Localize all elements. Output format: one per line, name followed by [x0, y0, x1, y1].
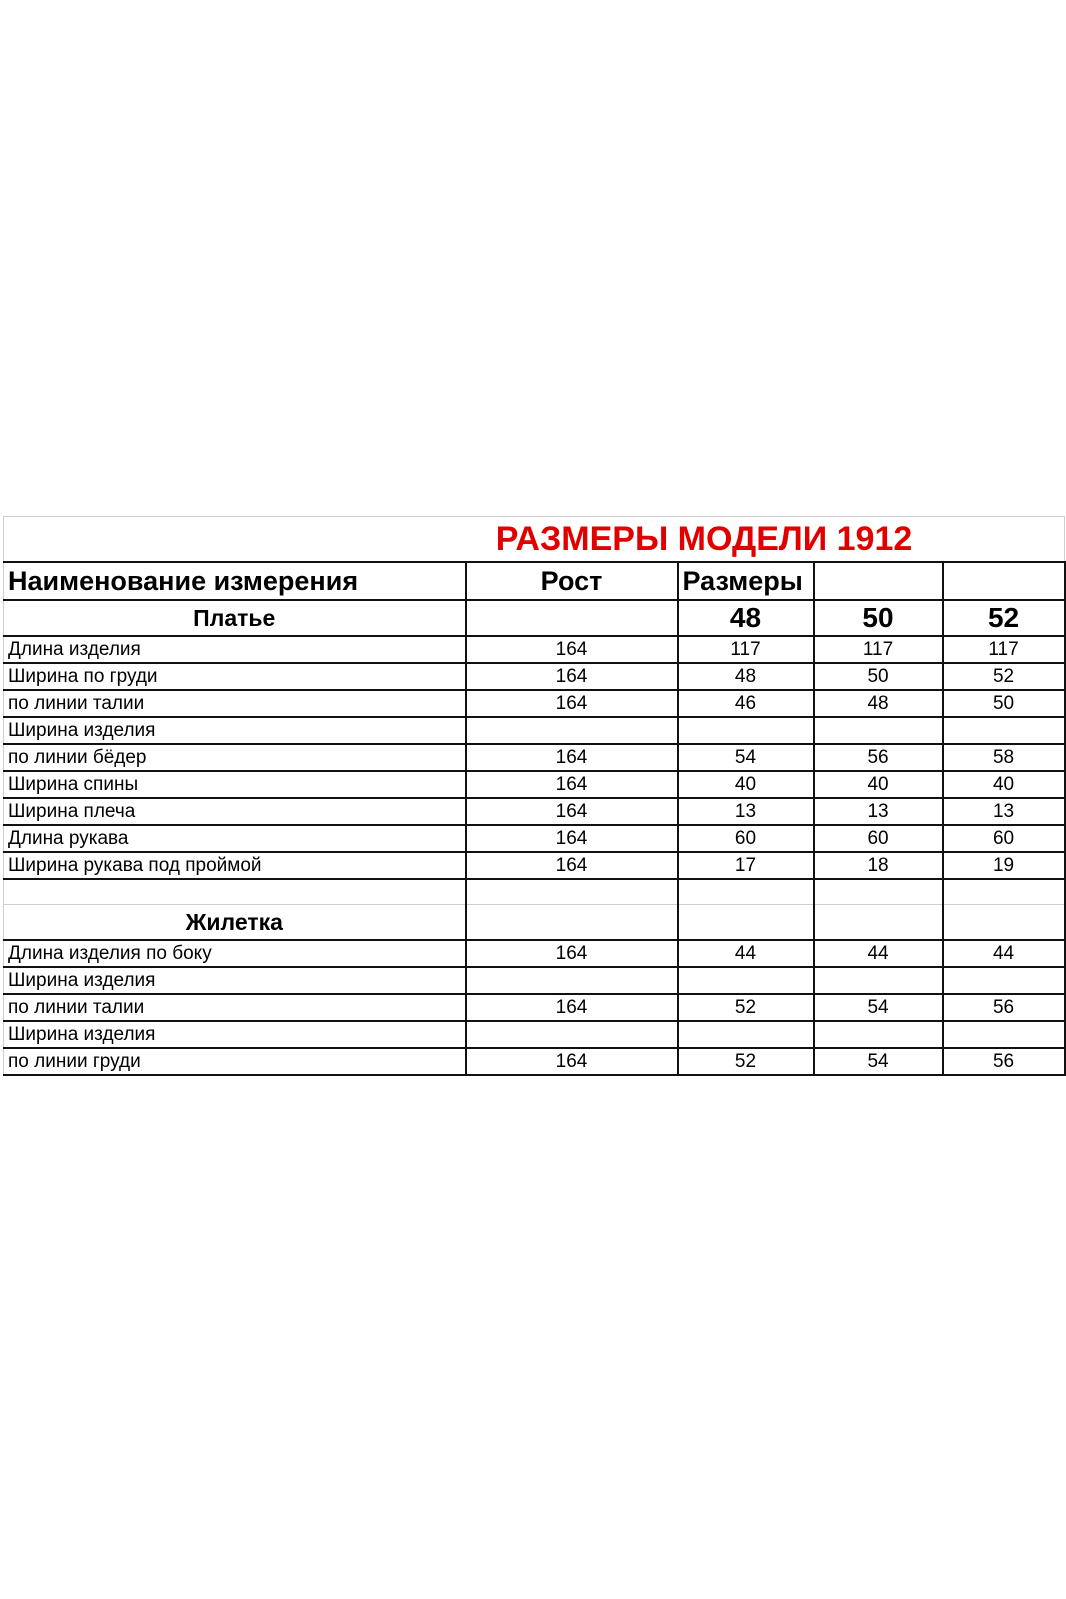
section-empty-cell — [466, 600, 678, 636]
spacer-cell — [678, 879, 814, 905]
section-empty-cell — [814, 905, 943, 941]
size-column-header: 50 — [814, 600, 943, 636]
size-value — [678, 967, 814, 994]
height-value: 164 — [466, 852, 678, 879]
size-value: 40 — [814, 771, 943, 798]
height-value: 164 — [466, 744, 678, 771]
table-row — [4, 1021, 1065, 1048]
spacer-cell — [4, 879, 466, 905]
spacer-cell — [466, 879, 678, 905]
size-value: 52 — [678, 994, 814, 1021]
height-value: 164 — [466, 1048, 678, 1075]
size-value — [943, 967, 1065, 994]
size-value: 56 — [943, 1048, 1065, 1075]
height-value — [466, 967, 678, 994]
size-value — [678, 1021, 814, 1048]
table-row — [4, 690, 1065, 717]
title-row — [4, 517, 1065, 563]
size-value: 44 — [814, 940, 943, 967]
measurement-label: Длина изделия — [4, 636, 466, 663]
size-value: 56 — [814, 744, 943, 771]
title-spacer-right — [943, 517, 1065, 563]
size-column-header: 48 — [678, 600, 814, 636]
size-value — [678, 717, 814, 744]
section-name: Платье — [4, 600, 466, 636]
section-empty-cell — [466, 905, 678, 941]
measurement-label: по линии талии — [4, 690, 466, 717]
measurement-label: Ширина плеча — [4, 798, 466, 825]
table-row — [4, 994, 1065, 1021]
size-value: 13 — [678, 798, 814, 825]
measurement-label: Ширина рукава под проймой — [4, 852, 466, 879]
size-value: 44 — [678, 940, 814, 967]
header-name: Наименование измерения — [4, 562, 466, 600]
size-value: 54 — [814, 994, 943, 1021]
size-value: 46 — [678, 690, 814, 717]
header-empty-cell — [814, 562, 943, 600]
table-row — [4, 771, 1065, 798]
table-row — [4, 825, 1065, 852]
table-row — [4, 663, 1065, 690]
size-value: 60 — [943, 825, 1065, 852]
table-row — [4, 636, 1065, 663]
height-value: 164 — [466, 690, 678, 717]
size-value: 48 — [678, 663, 814, 690]
title-spacer — [4, 517, 466, 563]
size-value: 117 — [678, 636, 814, 663]
height-value: 164 — [466, 663, 678, 690]
height-value: 164 — [466, 940, 678, 967]
section-header-row — [4, 905, 1065, 941]
header-row — [4, 562, 1065, 600]
height-value: 164 — [466, 636, 678, 663]
section-name: Жилетка — [4, 905, 466, 941]
size-value: 13 — [814, 798, 943, 825]
size-value: 40 — [943, 771, 1065, 798]
size-value: 54 — [678, 744, 814, 771]
table-row — [4, 744, 1065, 771]
size-value: 54 — [814, 1048, 943, 1075]
size-value: 13 — [943, 798, 1065, 825]
table-row — [4, 717, 1065, 744]
size-value: 117 — [814, 636, 943, 663]
table-row — [4, 967, 1065, 994]
size-column-header: 52 — [943, 600, 1065, 636]
size-value: 58 — [943, 744, 1065, 771]
section-header-row — [4, 600, 1065, 636]
height-value: 164 — [466, 798, 678, 825]
size-value: 117 — [943, 636, 1065, 663]
size-value: 50 — [943, 690, 1065, 717]
size-value — [943, 717, 1065, 744]
header-empty-cell — [943, 562, 1065, 600]
size-value — [814, 717, 943, 744]
measurement-label: по линии бёдер — [4, 744, 466, 771]
size-value: 40 — [678, 771, 814, 798]
table-row — [4, 940, 1065, 967]
size-value — [943, 1021, 1065, 1048]
table-title: РАЗМЕРЫ МОДЕЛИ 1912 — [466, 517, 943, 563]
measurement-label: Длина рукава — [4, 825, 466, 852]
size-value: 18 — [814, 852, 943, 879]
size-value — [814, 967, 943, 994]
table-row — [4, 852, 1065, 879]
measurement-label: Ширина изделия — [4, 717, 466, 744]
height-value — [466, 1021, 678, 1048]
height-value: 164 — [466, 771, 678, 798]
size-value: 60 — [814, 825, 943, 852]
measurement-label: Ширина спины — [4, 771, 466, 798]
height-value — [466, 717, 678, 744]
measurement-label: Ширина по груди — [4, 663, 466, 690]
height-value: 164 — [466, 994, 678, 1021]
size-value: 50 — [814, 663, 943, 690]
table-row — [4, 798, 1065, 825]
size-value: 60 — [678, 825, 814, 852]
spacer-cell — [814, 879, 943, 905]
size-value: 48 — [814, 690, 943, 717]
size-value — [814, 1021, 943, 1048]
measurement-label: Ширина изделия — [4, 967, 466, 994]
spacer-cell — [943, 879, 1065, 905]
size-value: 19 — [943, 852, 1065, 879]
measurement-label: по линии груди — [4, 1048, 466, 1075]
table-row — [4, 1048, 1065, 1075]
height-value: 164 — [466, 825, 678, 852]
spacer-row — [4, 879, 1065, 905]
header-sizes: Размеры — [678, 562, 814, 600]
size-value: 52 — [943, 663, 1065, 690]
measurement-label: Ширина изделия — [4, 1021, 466, 1048]
measurement-label: Длина изделия по боку — [4, 940, 466, 967]
size-value: 17 — [678, 852, 814, 879]
section-empty-cell — [943, 905, 1065, 941]
size-value: 52 — [678, 1048, 814, 1075]
header-height: Рост — [466, 562, 678, 600]
size-value: 44 — [943, 940, 1065, 967]
size-table — [3, 516, 1066, 1076]
measurement-label: по линии талии — [4, 994, 466, 1021]
section-empty-cell — [678, 905, 814, 941]
size-value: 56 — [943, 994, 1065, 1021]
